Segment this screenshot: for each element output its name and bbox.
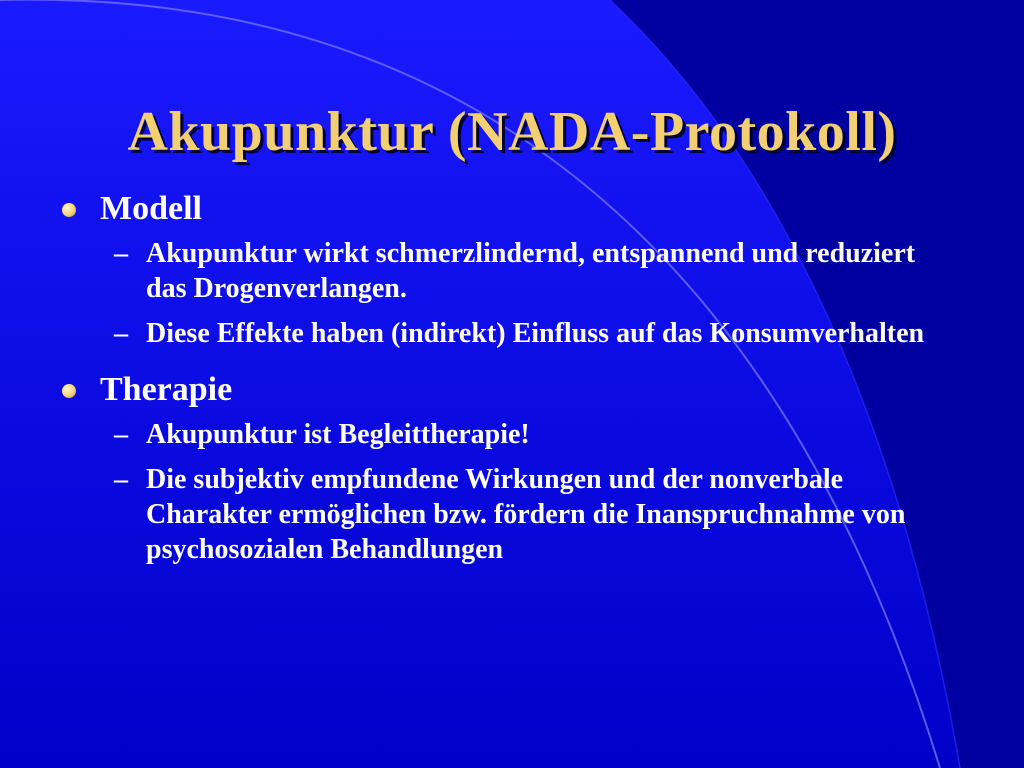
- dash-icon: –: [114, 238, 128, 269]
- sub-list: [100, 417, 962, 567]
- dash-icon: –: [114, 318, 128, 349]
- bullet-label: Therapie: [100, 371, 233, 408]
- dash-icon: –: [114, 464, 128, 495]
- slide-title: Akupunktur (NADA-Protokoll): [127, 101, 897, 163]
- bullet-dot-icon: [62, 203, 76, 217]
- bullet-list: [62, 188, 962, 577]
- sub-list: [100, 236, 962, 351]
- bullet-therapie: [62, 369, 962, 567]
- bullet-modell: [62, 188, 962, 351]
- sub-item: [62, 236, 962, 306]
- sub-item-text: Diese Effekte haben (indirekt) Einfluss auf das Konsumverhalten: [146, 318, 925, 349]
- sub-item: [62, 417, 962, 452]
- sub-item: [62, 316, 962, 351]
- bullet-label: Modell: [100, 190, 202, 227]
- sub-item-text: Akupunktur wirkt schmerzlindernd, entspannend und reduziert das Drogenverlangen.: [146, 238, 916, 304]
- sub-item: [62, 462, 962, 567]
- sub-item-text: Die subjektiv empfundene Wirkungen und der nonverbale Charakter ermöglichen bzw. fördern die Inanspruchnahme von psychosozialen Behandlungen: [146, 464, 906, 565]
- bullet-dot-icon: [62, 384, 76, 398]
- dash-icon: –: [114, 419, 128, 450]
- sub-item-text: Akupunktur ist Begleittherapie!: [146, 419, 530, 450]
